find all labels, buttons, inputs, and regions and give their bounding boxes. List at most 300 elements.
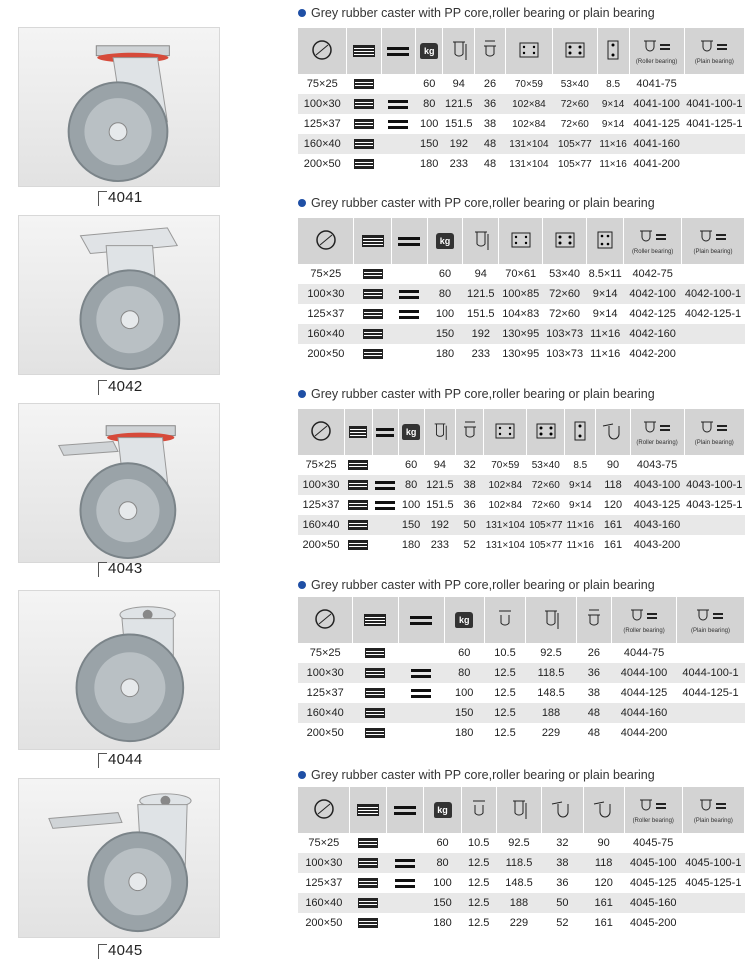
cell-plate: 131×104 [484,515,527,535]
cell-bolt: 11×16 [565,535,596,555]
brake-height-icon [596,409,630,455]
cell-holes: 72×60 [527,495,565,515]
wheel-width-icon [350,873,387,893]
cell-plain: 4041-125-1 [684,114,744,134]
cell-bolt: 11×16 [587,324,624,344]
cell-plate: 70×61 [499,264,543,284]
cell-hole: 12.5 [461,873,496,893]
cell-bolt: 9×14 [565,475,596,495]
table-row [298,853,745,873]
cell-off: 50 [456,515,484,535]
table-row [298,264,745,284]
total-height-icon [526,597,576,643]
bolt-hole-icon [565,409,596,455]
wheel-width-icon [354,264,392,284]
cell-roller: 4042-160 [624,324,682,344]
bearing-type-icon [391,264,427,284]
cell-plain [676,643,744,663]
cell-size: 100×30 [298,663,352,683]
table-row [298,495,745,515]
cell-brake: 90 [583,833,624,853]
bearing-type-icon [391,304,427,324]
wheel-width-icon [350,913,387,933]
section-title-4043: Grey rubber caster with PP core,roller bearing or plain bearing [298,387,655,401]
cell-load: 100 [416,114,443,134]
table-row [298,74,745,94]
cell-off: 32 [542,833,583,853]
cell-h: 121.5 [424,475,456,495]
wheel-width-icon [354,284,392,304]
load-weight-icon: kg [424,787,461,833]
caster-photo-4041 [18,27,220,187]
cell-off: 26 [475,74,506,94]
cell-load: 100 [444,683,484,703]
wheel-diameter-icon [298,787,350,833]
cell-brake: 118 [583,853,624,873]
table-row [298,873,745,893]
bearing-type-icon [381,154,416,174]
cell-holes: 105×77 [527,515,565,535]
cell-plate: 102×84 [505,114,552,134]
table-row [298,703,745,723]
wheel-width-icon [350,787,387,833]
roller-bearing-icon: (Roller bearing) [624,218,682,264]
cell-size: 160×40 [298,134,347,154]
cell-plain [676,723,744,743]
wheel-width-icon [347,134,382,154]
table-row [298,663,745,683]
cell-off: 36 [456,495,484,515]
table-row [298,535,745,555]
cell-hole: 12.5 [461,913,496,933]
bullet-dot-icon [298,581,306,589]
bearing-type-icon [381,28,416,74]
bearing-type-icon [381,74,416,94]
cell-roller: 4044-75 [612,643,677,663]
cell-roller: 4045-75 [624,833,682,853]
cell-hole: 10.5 [461,833,496,853]
cell-h: 121.5 [443,94,475,114]
table-row [298,114,745,134]
bearing-type-icon [387,873,424,893]
cell-h: 188 [526,703,576,723]
bearing-type-icon [398,643,444,663]
cell-plain [684,154,744,174]
wheel-width-icon [350,833,387,853]
cell-size: 100×30 [298,475,344,495]
cell-off: 36 [542,873,583,893]
cell-bolt: 11×16 [587,344,624,364]
cell-hole: 12.5 [484,723,526,743]
wheel-width-icon [347,94,382,114]
wheel-width-icon [347,114,382,134]
bearing-type-icon [391,284,427,304]
cell-off: 48 [576,723,612,743]
cell-roller: 4041-200 [629,154,684,174]
cell-h: 148.5 [526,683,576,703]
table-row [298,344,745,364]
cell-off: 48 [475,154,506,174]
cell-roller: 4045-125 [624,873,682,893]
wheel-diameter-icon [298,218,354,264]
cell-off: 48 [576,703,612,723]
bearing-type-icon [372,515,398,535]
cell-holes: 72×60 [553,94,598,114]
cell-off: 50 [542,893,583,913]
cell-brake: 161 [596,535,630,555]
model-label-4045: 4045 [108,942,143,959]
cell-bolt: 11×16 [597,154,629,174]
wheel-width-icon [354,324,392,344]
cell-bolt: 8.5×11 [587,264,624,284]
cell-h: 151.5 [463,304,499,324]
cell-off: 38 [475,114,506,134]
table-row [298,455,745,475]
cell-size: 125×37 [298,495,344,515]
model-label-4041: 4041 [108,189,143,206]
cell-h: 229 [526,723,576,743]
spec-table-4043 [298,409,745,555]
bullet-dot-icon [298,771,306,779]
cell-load: 60 [424,833,461,853]
cell-h: 118.5 [496,853,541,873]
cell-holes: 103×73 [543,344,587,364]
bolt-hole-icon [597,28,629,74]
section-title-4042: Grey rubber caster with PP core,roller bearing or plain bearing [298,196,655,210]
cell-load: 100 [427,304,463,324]
table-body-4042 [298,264,745,364]
plate-size-icon [499,218,543,264]
cell-plain [682,324,745,344]
bearing-type-icon [372,475,398,495]
model-label-4043: 4043 [108,560,143,577]
bolt-hole-caster-image [19,591,219,749]
table-row [298,475,745,495]
cell-off: 36 [576,663,612,683]
load-weight-icon: kg [416,28,443,74]
bolt-hole-icon [587,218,624,264]
cell-roller: 4041-75 [629,74,684,94]
cell-plate: 131×104 [505,154,552,174]
cell-h: 233 [424,535,456,555]
cell-bolt: 9×14 [587,304,624,324]
table-body-4044 [298,643,745,743]
cell-size: 75×25 [298,264,354,284]
cell-plate: 130×95 [499,344,543,364]
plain-bearing-icon: (Plain bearing) [684,409,744,455]
bearing-type-icon [381,134,416,154]
cell-roller: 4041-100 [629,94,684,114]
brake-height-icon [583,787,624,833]
cell-size: 75×25 [298,833,350,853]
cell-bolt: 9×14 [587,284,624,304]
cell-size: 100×30 [298,853,350,873]
cell-plain [676,703,744,723]
bearing-type-icon [372,535,398,555]
bullet-dot-icon [298,390,306,398]
cell-load: 180 [398,535,424,555]
caster-photo-4042 [18,215,220,375]
cell-load: 100 [398,495,424,515]
cell-holes: 105×77 [527,535,565,555]
table-row [298,833,745,853]
table-row [298,154,745,174]
table-header [298,218,745,264]
cell-plate: 104×83 [499,304,543,324]
cell-plate: 100×85 [499,284,543,304]
table-row [298,893,745,913]
cell-size: 200×50 [298,723,352,743]
bearing-type-icon [391,324,427,344]
cell-load: 100 [424,873,461,893]
cell-load: 150 [427,324,463,344]
cell-plain [684,455,744,475]
hole-spacing-icon [527,409,565,455]
spec-table-4044 [298,597,745,743]
bearing-type-icon [387,853,424,873]
cell-hole: 12.5 [461,853,496,873]
cell-plain: 4041-100-1 [684,94,744,114]
cell-h: 94 [424,455,456,475]
cell-size: 160×40 [298,515,344,535]
cell-roller: 4045-100 [624,853,682,873]
model-label-4042: 4042 [108,378,143,395]
cell-roller: 4042-125 [624,304,682,324]
cell-holes: 103×73 [543,324,587,344]
cell-holes: 72×60 [527,475,565,495]
roller-bearing-icon: (Roller bearing) [629,28,684,74]
cell-brake: 120 [596,495,630,515]
bearing-type-icon [398,723,444,743]
bearing-type-icon [398,597,444,643]
bearing-type-icon [372,495,398,515]
bearing-type-icon [398,703,444,723]
spec-table-4042 [298,218,745,364]
cell-off: 38 [456,475,484,495]
hole-spacing-icon [553,28,598,74]
cell-plain [684,535,744,555]
cell-size: 100×30 [298,94,347,114]
table-row [298,284,745,304]
cell-h: 118.5 [526,663,576,683]
cell-plate: 70×59 [505,74,552,94]
cell-h: 121.5 [463,284,499,304]
cell-brake: 161 [583,893,624,913]
cell-off: 32 [456,455,484,475]
cell-load: 180 [424,913,461,933]
cell-holes: 105×77 [553,154,598,174]
cell-plate: 130×95 [499,324,543,344]
wheel-diameter-icon [298,409,344,455]
cell-load: 60 [416,74,443,94]
cell-off: 52 [542,913,583,933]
cell-load: 150 [416,134,443,154]
wheel-width-icon [344,515,372,535]
cell-h: 188 [496,893,541,913]
cell-plain [682,344,745,364]
cell-size: 125×37 [298,683,352,703]
wheel-width-icon [352,663,398,683]
cell-load: 80 [424,853,461,873]
cell-plate: 102×84 [505,94,552,114]
plain-bearing-icon: (Plain bearing) [682,218,745,264]
cell-brake: 120 [583,873,624,893]
cell-plain: 4045-125-1 [682,873,744,893]
cell-roller: 4043-160 [630,515,684,535]
cell-plain: 4043-100-1 [684,475,744,495]
total-height-icon [443,28,475,74]
cell-size: 200×50 [298,154,347,174]
wheel-width-icon [350,853,387,873]
cell-hole: 12.5 [484,703,526,723]
cell-roller: 4042-200 [624,344,682,364]
cell-load: 180 [416,154,443,174]
cell-h: 92.5 [526,643,576,663]
cell-plain: 4042-100-1 [682,284,745,304]
cell-holes: 105×77 [553,134,598,154]
wheel-width-icon [347,154,382,174]
cell-brake: 90 [596,455,630,475]
bearing-type-icon [391,344,427,364]
cell-holes: 72×60 [543,304,587,324]
section-title-4044: Grey rubber caster with PP core,roller bearing or plain bearing [298,578,655,592]
table-row [298,723,745,743]
cell-plain: 4043-125-1 [684,495,744,515]
cell-bolt: 9×14 [597,94,629,114]
table-row [298,643,745,663]
cell-off: 36 [475,94,506,114]
cell-h: 151.5 [424,495,456,515]
plain-bearing-icon: (Plain bearing) [684,28,744,74]
cell-holes: 53×40 [543,264,587,284]
cell-load: 180 [444,723,484,743]
table-header [298,409,745,455]
cell-roller: 4043-200 [630,535,684,555]
plate-size-icon [505,28,552,74]
cell-size: 125×37 [298,304,354,324]
plain-bearing-icon: (Plain bearing) [682,787,744,833]
cell-off: 38 [542,853,583,873]
wheel-width-icon [344,475,372,495]
cell-h: 192 [443,134,475,154]
cell-load: 80 [416,94,443,114]
cell-hole: 10.5 [484,643,526,663]
cell-roller: 4042-75 [624,264,682,284]
cell-off: 38 [576,683,612,703]
load-weight-icon: kg [398,409,424,455]
cell-h: 94 [443,74,475,94]
cell-plain: 4044-125-1 [676,683,744,703]
roller-bearing-icon: (Roller bearing) [630,409,684,455]
load-weight-icon: kg [427,218,463,264]
total-height-icon [496,787,541,833]
wheel-width-icon [352,683,398,703]
cell-plate: 70×59 [484,455,527,475]
cell-holes: 53×40 [527,455,565,475]
cell-plain [684,134,744,154]
bearing-type-icon [372,409,398,455]
cell-load: 180 [427,344,463,364]
caster-photo-4045 [18,778,220,938]
cell-plate: 131×104 [484,535,527,555]
wheel-width-icon [352,703,398,723]
cell-size: 100×30 [298,284,354,304]
cell-hole: 12.5 [484,683,526,703]
spec-table-4041 [298,28,745,174]
cell-h: 229 [496,913,541,933]
wheel-width-icon [352,723,398,743]
model-label-4044: 4044 [108,751,143,768]
cell-roller: 4044-200 [612,723,677,743]
roller-bearing-icon: (Roller bearing) [612,597,677,643]
cell-roller: 4042-100 [624,284,682,304]
cell-load: 150 [444,703,484,723]
cell-load: 150 [424,893,461,913]
load-weight-icon: kg [444,597,484,643]
brake-plate-caster-image [19,404,219,562]
cell-load: 80 [444,663,484,683]
bearing-type-icon [387,913,424,933]
cell-size: 160×40 [298,703,352,723]
cell-size: 160×40 [298,324,354,344]
table-body-4043 [298,455,745,555]
cell-load: 60 [427,264,463,284]
cell-bolt: 8.5 [565,455,596,475]
cell-size: 200×50 [298,344,354,364]
cell-plate: 131×104 [505,134,552,154]
cell-size: 75×25 [298,643,352,663]
offset-icon [475,28,506,74]
cell-off: 26 [576,643,612,663]
bearing-type-icon [381,114,416,134]
offset-icon [542,787,583,833]
cell-size: 160×40 [298,893,350,913]
bearing-type-icon [387,893,424,913]
table-row [298,324,745,344]
wheel-width-icon [354,304,392,324]
cell-roller: 4044-100 [612,663,677,683]
cell-load: 60 [444,643,484,663]
cell-plain [682,833,744,853]
cell-plain: 4045-100-1 [682,853,744,873]
cell-h: 151.5 [443,114,475,134]
wheel-width-icon [347,74,382,94]
hole-spacing-icon [543,218,587,264]
cell-brake: 161 [583,913,624,933]
bearing-type-icon [372,455,398,475]
bearing-type-icon [398,663,444,683]
cell-bolt: 9×14 [565,495,596,515]
table-row [298,94,745,114]
cell-load: 150 [398,515,424,535]
cell-holes: 72×60 [543,284,587,304]
cell-brake: 161 [596,515,630,535]
cell-plain [684,515,744,535]
cell-bolt: 11×16 [597,134,629,154]
cell-plain [684,74,744,94]
cell-plain: 4044-100-1 [676,663,744,683]
cell-plain [682,913,744,933]
cell-off: 52 [456,535,484,555]
cell-h: 192 [424,515,456,535]
cell-size: 125×37 [298,114,347,134]
cell-plain: 4042-125-1 [682,304,745,324]
cell-bolt: 11×16 [565,515,596,535]
cell-hole: 12.5 [461,893,496,913]
bearing-type-icon [387,787,424,833]
cell-load: 60 [398,455,424,475]
caster-photo-4044 [18,590,220,750]
